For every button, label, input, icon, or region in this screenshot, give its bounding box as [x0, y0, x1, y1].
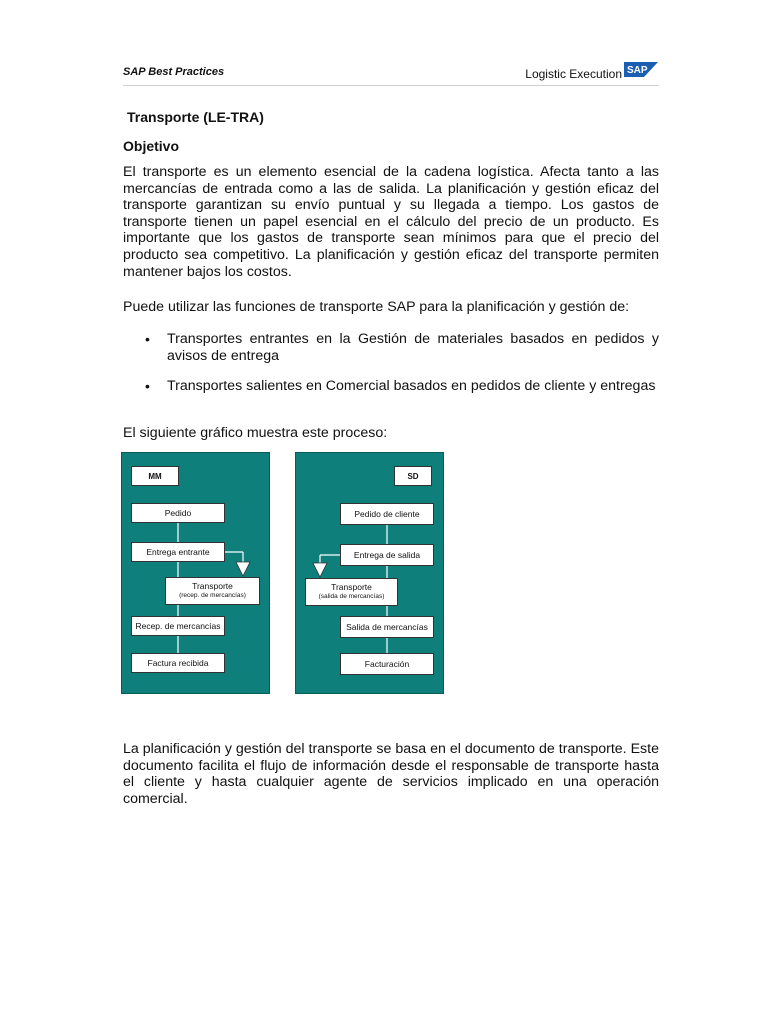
- mm-step-factura: Factura recibida: [131, 653, 225, 673]
- bullet-icon: •: [145, 331, 150, 347]
- sd-step-facturacion: Facturación: [340, 653, 434, 675]
- mm-transport-note: (recep. de mercancías): [179, 592, 246, 599]
- sd-label: SD: [394, 466, 432, 486]
- list-item-text: Transportes entrantes en la Gestión de materiales basados en pedidos y avisos de entrega: [167, 331, 659, 364]
- list-item: [123, 378, 659, 395]
- bullet-icon: •: [145, 378, 150, 394]
- header-module: [525, 66, 658, 81]
- sd-step-salida: Salida de mercancías: [340, 616, 434, 638]
- header-module-label: Logistic Execution: [525, 67, 622, 81]
- sd-transport-label: Transporte: [331, 582, 372, 592]
- bullet-list: [123, 331, 659, 364]
- mm-step-recepcion: Recep. de mercancías: [131, 616, 225, 636]
- mm-label: MM: [131, 466, 179, 486]
- paragraph-intro: El transporte es un elemento esencial de la cadena logística. Afecta tanto a las mercancías de entrada como a las de salida. La planificación y gestión eficaz del transporte garantizan su envío puntual y su llegada a tiempo. Los gastos de transporte tienen un papel esencial en el cálculo del precio de un producto. Es importante que los gastos de transporte sean mínimos para que el precio del producto sea competitivo. La planificación y gestión eficaz del transporte permiten mantener bajos los costos.: [123, 164, 659, 280]
- list-item-text: Transportes salientes en Comercial basados en pedidos de cliente y entregas: [167, 378, 656, 394]
- mm-transport-label: Transporte: [192, 581, 233, 591]
- mm-step-pedido: Pedido: [131, 503, 225, 523]
- sap-logo-text: SAP: [627, 65, 648, 76]
- list-item: [123, 331, 659, 364]
- paragraph-transport-document: La planificación y gestión del transporte se basa en el documento de transporte. Este documento facilita el flujo de información desde el responsable de transporte hasta el cliente y hasta cualquier agente de servicios implicado en una operación comercial.: [123, 741, 659, 807]
- bullet-list: [123, 378, 659, 395]
- section-subtitle: Objetivo: [123, 138, 180, 154]
- sd-step-entrega-salida: Entrega de salida: [340, 544, 434, 566]
- sap-logo: [624, 62, 658, 77]
- mm-step-entrega: Entrega entrante: [131, 542, 225, 562]
- header-divider: [123, 85, 659, 86]
- section-title: Transporte (LE-TRA): [127, 109, 264, 125]
- header-doc-series: SAP Best Practices: [123, 66, 225, 78]
- sd-transport-note: (salida de mercancías): [318, 593, 385, 600]
- sd-step-pedido-cliente: Pedido de cliente: [340, 503, 434, 525]
- paragraph-graphic-intro: El siguiente gráfico muestra este proceso:: [123, 425, 388, 441]
- paragraph-functions: Puede utilizar las funciones de transporte SAP para la planificación y gestión de:: [123, 299, 630, 315]
- mm-step-transporte: [165, 577, 260, 605]
- sd-step-transporte: [305, 578, 398, 606]
